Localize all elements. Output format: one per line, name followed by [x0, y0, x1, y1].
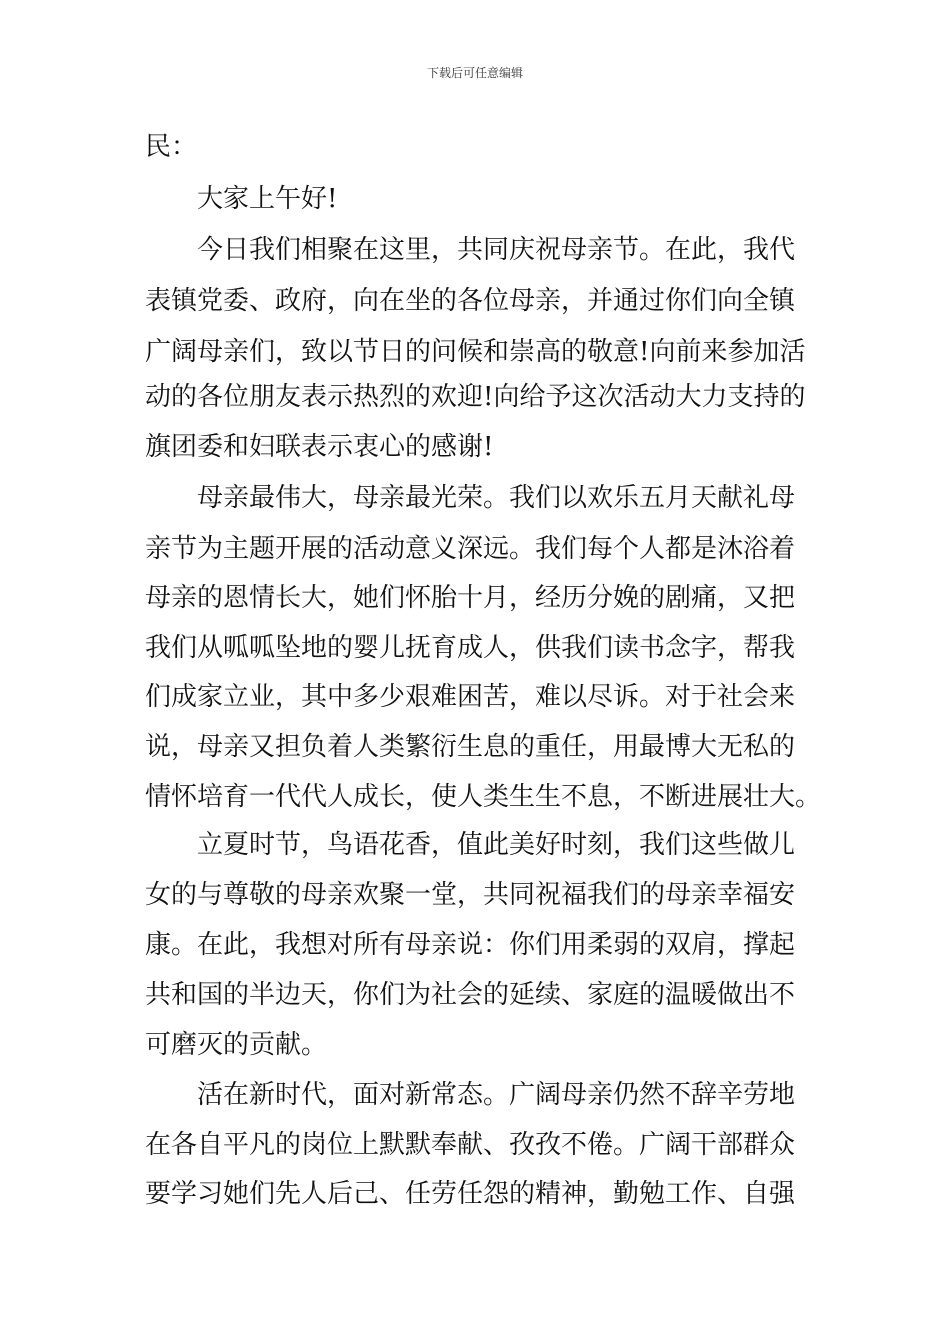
text-line: 可磨灭的贡献。	[145, 1030, 328, 1060]
text-line: 大家上午好!	[197, 184, 338, 214]
text-line: 说，母亲又担负着人类繁衍生息的重任，用最博大无私的	[145, 732, 796, 762]
text-line: 民：	[145, 132, 198, 162]
text-line: 康。在此，我想对所有母亲说：你们用柔弱的双肩，撑起	[145, 930, 796, 960]
text-line: 母亲最伟大，母亲最光荣。我们以欢乐五月天献礼母	[197, 483, 796, 513]
text-line: 要学习她们先人后己、任劳任怨的精神，勤勉工作、自强	[145, 1179, 796, 1209]
text-line: 动的各位朋友表示热烈的欢迎!向给予这次活动大力支持的	[145, 382, 806, 412]
text-line: 我们从呱呱坠地的婴儿抚育成人，供我们读书念字，帮我	[145, 633, 796, 663]
text-line: 表镇党委、政府，向在坐的各位母亲，并通过你们向全镇	[145, 286, 796, 316]
text-line: 母亲的恩情长大，她们怀胎十月，经历分娩的剧痛，又把	[145, 583, 796, 613]
text-line: 们成家立业，其中多少艰难困苦，难以尽诉。对于社会来	[145, 682, 796, 712]
text-line: 在各自平凡的岗位上默默奉献、孜孜不倦。广阔干部群众	[145, 1130, 796, 1160]
text-line: 活在新时代，面对新常态。广阔母亲仍然不辞辛劳地	[197, 1080, 796, 1110]
text-line: 旗团委和妇联表示衷心的感谢!	[145, 432, 494, 462]
text-line: 共和国的半边天，你们为社会的延续、家庭的温暖做出不	[145, 980, 796, 1010]
text-line: 今日我们相聚在这里，共同庆祝母亲节。在此，我代	[197, 235, 796, 265]
page-header: 下载后可任意编辑	[426, 66, 523, 80]
text-line: 广阔母亲们，致以节日的问候和崇高的敬意!向前来参加活	[145, 337, 806, 367]
text-line: 立夏时节，鸟语花香，值此美好时刻，我们这些做儿	[197, 830, 796, 860]
text-line: 亲节为主题开展的活动意义深远。我们每个人都是沐浴着	[145, 534, 796, 564]
text-line: 女的与尊敬的母亲欢聚一堂，共同祝福我们的母亲幸福安	[145, 880, 796, 910]
text-line: 情怀培育一代代人成长，使人类生生不息，不断进展壮大。	[145, 782, 822, 812]
